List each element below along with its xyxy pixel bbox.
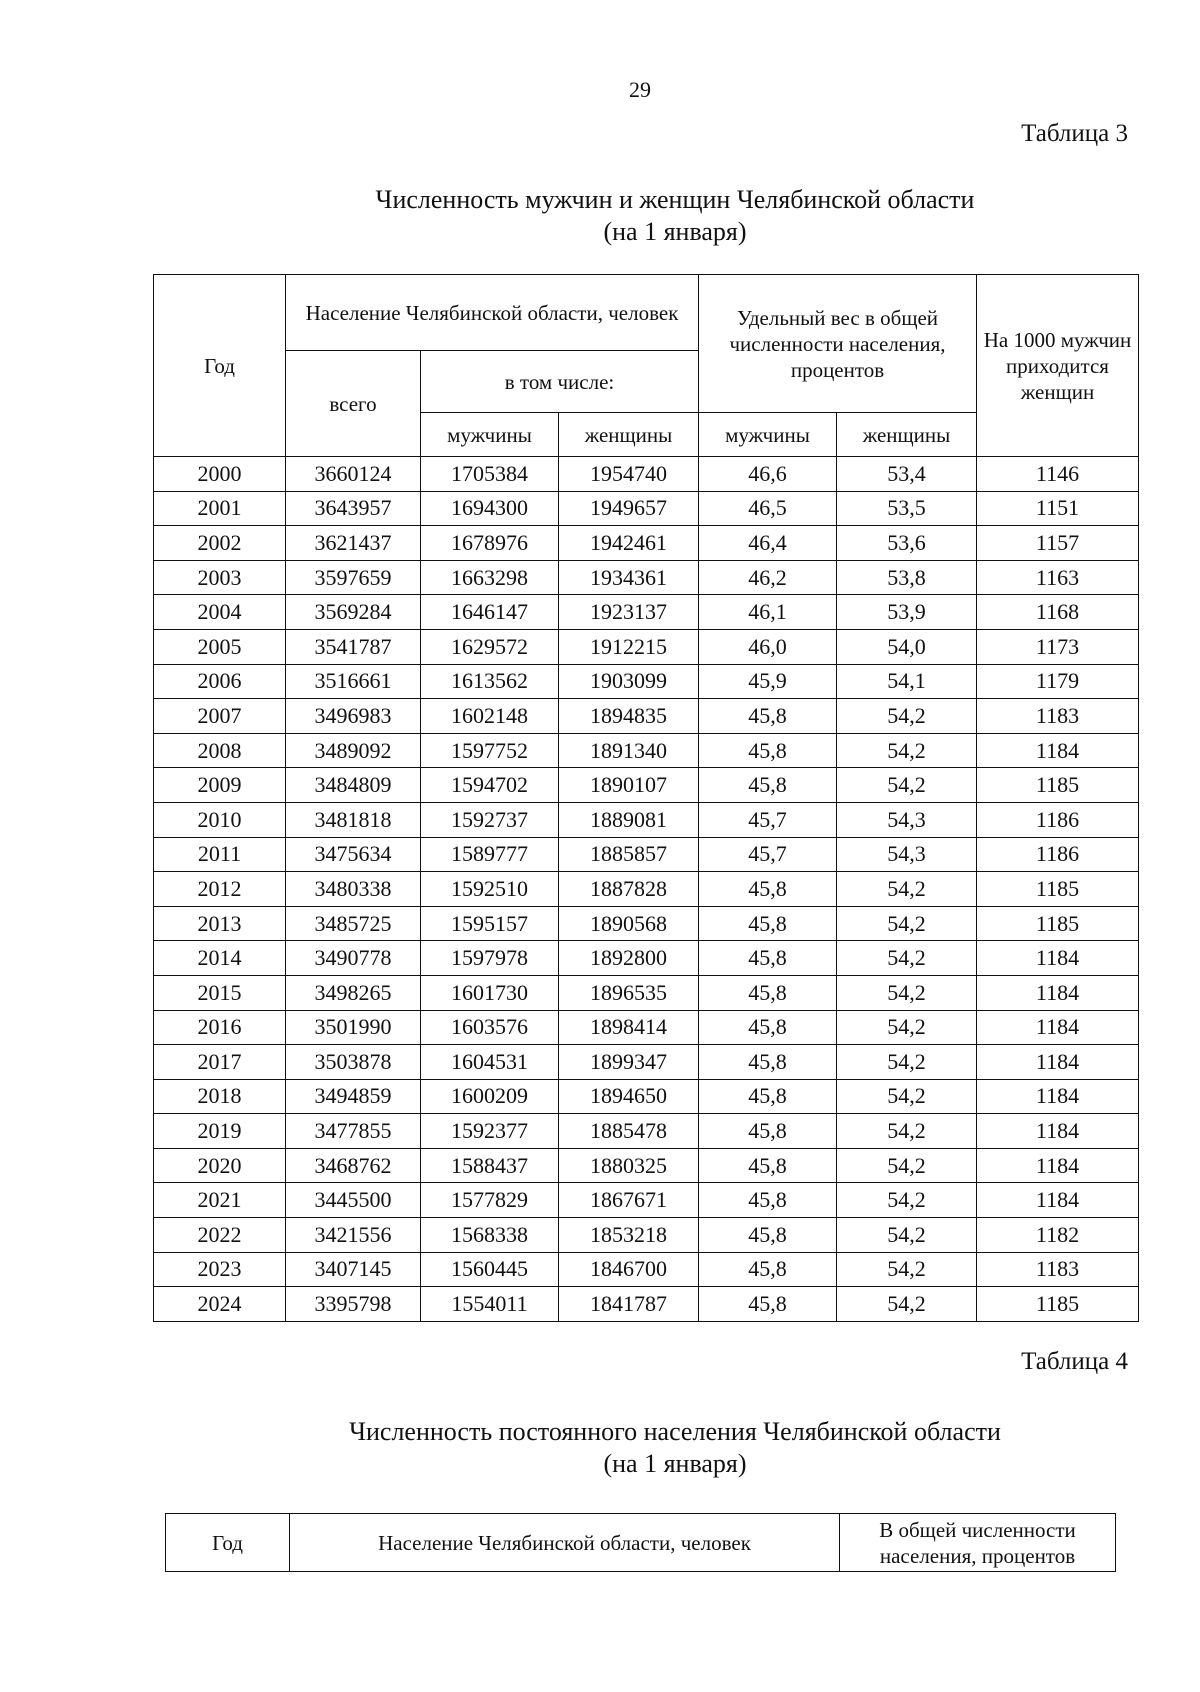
year-cell: 2012: [154, 872, 286, 907]
year-cell: 2009: [154, 768, 286, 803]
men-cell: 1597752: [421, 733, 559, 768]
year-cell: 2017: [154, 1045, 286, 1080]
table-3-title-line2: (на 1 января): [603, 217, 747, 246]
share-men-cell: 45,8: [699, 733, 837, 768]
table-4-label: Таблица 4: [1021, 1348, 1128, 1375]
share-women-cell: 54,2: [837, 1114, 977, 1149]
table-row: [154, 457, 1139, 492]
share-women-cell: 54,2: [837, 699, 977, 734]
men-cell: 1602148: [421, 699, 559, 734]
share-women-cell: 54,2: [837, 872, 977, 907]
share-men-cell: 46,4: [699, 526, 837, 561]
men-cell: 1600209: [421, 1079, 559, 1114]
men-cell: 1705384: [421, 457, 559, 492]
table-row: [154, 1183, 1139, 1218]
year-cell: 2000: [154, 457, 286, 492]
men-cell: 1663298: [421, 560, 559, 595]
women-cell: 1891340: [559, 733, 699, 768]
share-women-cell: 54,2: [837, 1218, 977, 1253]
year-cell: 2006: [154, 664, 286, 699]
table-row: [154, 595, 1139, 630]
men-cell: 1629572: [421, 629, 559, 664]
share-women-cell: 54,2: [837, 1045, 977, 1080]
men-cell: 1568338: [421, 1218, 559, 1253]
share-men-cell: 45,8: [699, 699, 837, 734]
year-cell: 2004: [154, 595, 286, 630]
women-cell: 1894650: [559, 1079, 699, 1114]
share-women-cell: 53,4: [837, 457, 977, 492]
women-cell: 1894835: [559, 699, 699, 734]
ratio-cell: 1183: [977, 699, 1139, 734]
total-cell: 3481818: [286, 802, 421, 837]
share-men-cell: 46,0: [699, 629, 837, 664]
total-cell: 3494859: [286, 1079, 421, 1114]
share-men-cell: 45,8: [699, 1148, 837, 1183]
permanent-population-table: [165, 1513, 1116, 1572]
year-cell: 2022: [154, 1218, 286, 1253]
ratio-cell: 1185: [977, 1287, 1139, 1322]
population-by-sex-table: [153, 274, 1139, 1322]
share-women-cell: 54,2: [837, 1010, 977, 1045]
header-share: Удельный вес в общей численности населения, процентов: [699, 275, 977, 413]
men-cell: 1594702: [421, 768, 559, 803]
women-cell: 1887828: [559, 872, 699, 907]
total-cell: 3395798: [286, 1287, 421, 1322]
women-cell: 1867671: [559, 1183, 699, 1218]
share-men-cell: 45,8: [699, 1252, 837, 1287]
ratio-cell: 1185: [977, 768, 1139, 803]
total-cell: 3503878: [286, 1045, 421, 1080]
women-cell: 1892800: [559, 941, 699, 976]
men-cell: 1595157: [421, 906, 559, 941]
year-cell: 2003: [154, 560, 286, 595]
year-cell: 2019: [154, 1114, 286, 1149]
total-cell: 3477855: [286, 1114, 421, 1149]
share-men-cell: 45,8: [699, 941, 837, 976]
table-row: [154, 975, 1139, 1010]
header-including: в том числе:: [421, 351, 699, 413]
share-men-cell: 46,1: [699, 595, 837, 630]
total-cell: 3480338: [286, 872, 421, 907]
share-women-cell: 54,2: [837, 975, 977, 1010]
table-row: [154, 1252, 1139, 1287]
table-3-label: Таблица 3: [1021, 120, 1128, 147]
share-men-cell: 45,8: [699, 1183, 837, 1218]
total-cell: 3498265: [286, 975, 421, 1010]
year-cell: 2024: [154, 1287, 286, 1322]
share-women-cell: 53,8: [837, 560, 977, 595]
header-ratio: На 1000 мужчин приходится женщин: [977, 275, 1139, 457]
ratio-cell: 1185: [977, 872, 1139, 907]
year-cell: 2013: [154, 906, 286, 941]
ratio-cell: 1184: [977, 1045, 1139, 1080]
header-population: Население Челябинской области, человек: [286, 275, 699, 351]
total-cell: 3484809: [286, 768, 421, 803]
table-row: [154, 941, 1139, 976]
total-cell: 3501990: [286, 1010, 421, 1045]
year-cell: 2016: [154, 1010, 286, 1045]
women-cell: 1912215: [559, 629, 699, 664]
men-cell: 1678976: [421, 526, 559, 561]
share-women-cell: 54,1: [837, 664, 977, 699]
ratio-cell: 1184: [977, 1148, 1139, 1183]
men-cell: 1604531: [421, 1045, 559, 1080]
ratio-cell: 1183: [977, 1252, 1139, 1287]
header-year: Год: [166, 1514, 290, 1572]
share-men-cell: 45,9: [699, 664, 837, 699]
men-cell: 1592377: [421, 1114, 559, 1149]
total-cell: 3597659: [286, 560, 421, 595]
page-number: 29: [629, 77, 651, 102]
year-cell: 2014: [154, 941, 286, 976]
ratio-cell: 1184: [977, 733, 1139, 768]
header-population: Население Челябинской области, человек: [290, 1514, 840, 1572]
share-men-cell: 45,8: [699, 1079, 837, 1114]
women-cell: 1949657: [559, 491, 699, 526]
women-cell: 1853218: [559, 1218, 699, 1253]
table-row: [154, 906, 1139, 941]
total-cell: 3468762: [286, 1148, 421, 1183]
share-women-cell: 54,2: [837, 906, 977, 941]
ratio-cell: 1184: [977, 1079, 1139, 1114]
year-cell: 2001: [154, 491, 286, 526]
share-women-cell: 53,9: [837, 595, 977, 630]
women-cell: 1885478: [559, 1114, 699, 1149]
men-cell: 1597978: [421, 941, 559, 976]
men-cell: 1646147: [421, 595, 559, 630]
total-cell: 3541787: [286, 629, 421, 664]
total-cell: 3445500: [286, 1183, 421, 1218]
men-cell: 1694300: [421, 491, 559, 526]
table-row: [154, 1148, 1139, 1183]
total-cell: 3485725: [286, 906, 421, 941]
year-cell: 2008: [154, 733, 286, 768]
share-women-cell: 54,2: [837, 1287, 977, 1322]
table-row: [154, 1114, 1139, 1149]
table-row: [154, 837, 1139, 872]
share-men-cell: 46,6: [699, 457, 837, 492]
total-cell: 3569284: [286, 595, 421, 630]
total-cell: 3496983: [286, 699, 421, 734]
table-row: [154, 733, 1139, 768]
year-cell: 2021: [154, 1183, 286, 1218]
share-men-cell: 45,8: [699, 1045, 837, 1080]
share-men-cell: 45,8: [699, 1287, 837, 1322]
share-women-cell: 53,6: [837, 526, 977, 561]
ratio-cell: 1168: [977, 595, 1139, 630]
ratio-cell: 1179: [977, 664, 1139, 699]
year-cell: 2010: [154, 802, 286, 837]
women-cell: 1890107: [559, 768, 699, 803]
men-cell: 1554011: [421, 1287, 559, 1322]
table-4-title-line2: (на 1 января): [603, 1449, 747, 1478]
men-cell: 1589777: [421, 837, 559, 872]
table-3-title-line1: Численность мужчин и женщин Челябинской области: [375, 185, 975, 214]
men-cell: 1613562: [421, 664, 559, 699]
table-row: [154, 872, 1139, 907]
header-year: Год: [154, 275, 286, 457]
total-cell: 3489092: [286, 733, 421, 768]
year-cell: 2011: [154, 837, 286, 872]
women-cell: 1885857: [559, 837, 699, 872]
header-share-men: мужчины: [699, 413, 837, 457]
year-cell: 2018: [154, 1079, 286, 1114]
table-row: [154, 491, 1139, 526]
table-4-title-line1: Численность постоянного населения Челябинской области: [349, 1417, 1001, 1446]
share-men-cell: 45,8: [699, 1010, 837, 1045]
table-row: [154, 802, 1139, 837]
table-4-title: [150, 1416, 1200, 1480]
ratio-cell: 1185: [977, 906, 1139, 941]
share-men-cell: 45,8: [699, 1114, 837, 1149]
share-men-cell: 45,7: [699, 802, 837, 837]
share-men-cell: 45,8: [699, 975, 837, 1010]
year-cell: 2005: [154, 629, 286, 664]
women-cell: 1903099: [559, 664, 699, 699]
table-row: [154, 629, 1139, 664]
total-cell: 3421556: [286, 1218, 421, 1253]
ratio-cell: 1186: [977, 802, 1139, 837]
women-cell: 1880325: [559, 1148, 699, 1183]
year-cell: 2020: [154, 1148, 286, 1183]
table-row: [154, 768, 1139, 803]
women-cell: 1923137: [559, 595, 699, 630]
total-cell: 3621437: [286, 526, 421, 561]
table-row: [154, 526, 1139, 561]
ratio-cell: 1184: [977, 1010, 1139, 1045]
share-men-cell: 46,2: [699, 560, 837, 595]
women-cell: 1954740: [559, 457, 699, 492]
men-cell: 1577829: [421, 1183, 559, 1218]
table-row: [154, 664, 1139, 699]
share-women-cell: 54,2: [837, 1079, 977, 1114]
share-women-cell: 54,2: [837, 733, 977, 768]
table-row: [154, 1045, 1139, 1080]
share-men-cell: 45,8: [699, 872, 837, 907]
table-row: [154, 1218, 1139, 1253]
table-row: [154, 699, 1139, 734]
share-men-cell: 45,7: [699, 837, 837, 872]
table-row: [154, 1010, 1139, 1045]
share-men-cell: 45,8: [699, 768, 837, 803]
table-3-title: [150, 184, 1200, 248]
ratio-cell: 1186: [977, 837, 1139, 872]
men-cell: 1588437: [421, 1148, 559, 1183]
women-cell: 1890568: [559, 906, 699, 941]
ratio-cell: 1173: [977, 629, 1139, 664]
women-cell: 1846700: [559, 1252, 699, 1287]
header-share: В общей численности населения, процентов: [840, 1514, 1116, 1572]
total-cell: 3660124: [286, 457, 421, 492]
men-cell: 1592510: [421, 872, 559, 907]
share-men-cell: 45,8: [699, 1218, 837, 1253]
ratio-cell: 1184: [977, 1183, 1139, 1218]
header-share-women: женщины: [837, 413, 977, 457]
men-cell: 1592737: [421, 802, 559, 837]
women-cell: 1898414: [559, 1010, 699, 1045]
total-cell: 3643957: [286, 491, 421, 526]
header-women: женщины: [559, 413, 699, 457]
year-cell: 2023: [154, 1252, 286, 1287]
share-women-cell: 54,0: [837, 629, 977, 664]
share-women-cell: 54,3: [837, 837, 977, 872]
table-row: [154, 1287, 1139, 1322]
table-3-body: [154, 457, 1139, 1322]
women-cell: 1899347: [559, 1045, 699, 1080]
share-men-cell: 45,8: [699, 906, 837, 941]
ratio-cell: 1151: [977, 491, 1139, 526]
share-women-cell: 53,5: [837, 491, 977, 526]
women-cell: 1942461: [559, 526, 699, 561]
share-women-cell: 54,3: [837, 802, 977, 837]
men-cell: 1560445: [421, 1252, 559, 1287]
ratio-cell: 1163: [977, 560, 1139, 595]
total-cell: 3490778: [286, 941, 421, 976]
ratio-cell: 1184: [977, 941, 1139, 976]
women-cell: 1841787: [559, 1287, 699, 1322]
header-men: мужчины: [421, 413, 559, 457]
total-cell: 3516661: [286, 664, 421, 699]
women-cell: 1934361: [559, 560, 699, 595]
ratio-cell: 1182: [977, 1218, 1139, 1253]
ratio-cell: 1184: [977, 1114, 1139, 1149]
share-men-cell: 46,5: [699, 491, 837, 526]
year-cell: 2007: [154, 699, 286, 734]
share-women-cell: 54,2: [837, 1148, 977, 1183]
ratio-cell: 1184: [977, 975, 1139, 1010]
share-women-cell: 54,2: [837, 768, 977, 803]
total-cell: 3407145: [286, 1252, 421, 1287]
men-cell: 1601730: [421, 975, 559, 1010]
year-cell: 2015: [154, 975, 286, 1010]
total-cell: 3475634: [286, 837, 421, 872]
share-women-cell: 54,2: [837, 941, 977, 976]
table-row: [154, 560, 1139, 595]
ratio-cell: 1146: [977, 457, 1139, 492]
header-total: всего: [286, 351, 421, 457]
share-women-cell: 54,2: [837, 1252, 977, 1287]
ratio-cell: 1157: [977, 526, 1139, 561]
men-cell: 1603576: [421, 1010, 559, 1045]
year-cell: 2002: [154, 526, 286, 561]
women-cell: 1896535: [559, 975, 699, 1010]
women-cell: 1889081: [559, 802, 699, 837]
share-women-cell: 54,2: [837, 1183, 977, 1218]
table-row: [154, 1079, 1139, 1114]
